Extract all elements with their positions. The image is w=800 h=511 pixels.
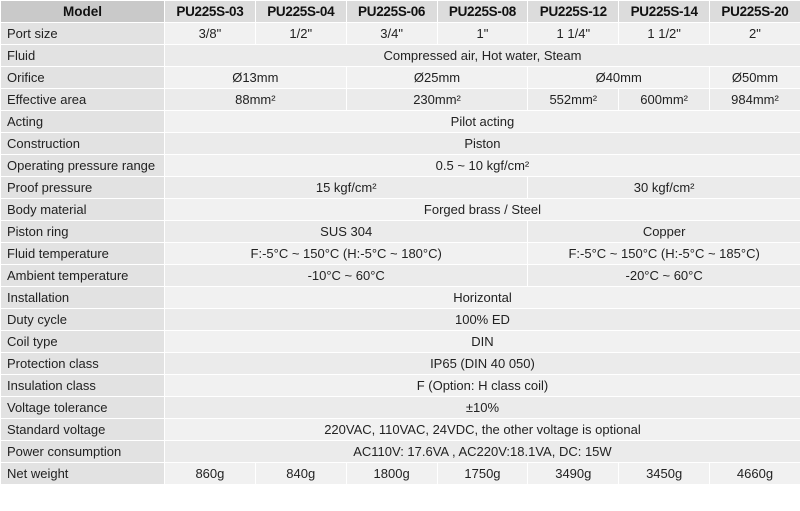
cell-value: 1 1/4" bbox=[528, 23, 619, 45]
cell-value: -20°C ~ 60°C bbox=[528, 265, 800, 287]
cell-value: 230mm² bbox=[346, 89, 528, 111]
row-label: Piston ring bbox=[1, 221, 165, 243]
cell-value: 984mm² bbox=[710, 89, 800, 111]
cell-value: ±10% bbox=[165, 397, 800, 419]
row-installation bbox=[1, 287, 800, 309]
row-acting bbox=[1, 111, 800, 133]
cell-value: 552mm² bbox=[528, 89, 619, 111]
model-header: PU225S-14 bbox=[619, 1, 710, 23]
row-coil-type bbox=[1, 331, 800, 353]
cell-value: 4660g bbox=[710, 463, 800, 485]
row-insulation-class bbox=[1, 375, 800, 397]
cell-value: Ø13mm bbox=[165, 67, 347, 89]
cell-value: SUS 304 bbox=[165, 221, 528, 243]
cell-value: 1750g bbox=[437, 463, 528, 485]
cell-value: 600mm² bbox=[619, 89, 710, 111]
row-label: Insulation class bbox=[1, 375, 165, 397]
cell-value: 30 kgf/cm² bbox=[528, 177, 800, 199]
row-orifice bbox=[1, 67, 800, 89]
row-construction bbox=[1, 133, 800, 155]
row-label: Power consumption bbox=[1, 441, 165, 463]
cell-value: 3490g bbox=[528, 463, 619, 485]
model-header: PU225S-03 bbox=[165, 1, 256, 23]
row-net-weight bbox=[1, 463, 800, 485]
row-port-size bbox=[1, 23, 800, 45]
cell-value: Compressed air, Hot water, Steam bbox=[165, 45, 800, 67]
row-voltage-tolerance bbox=[1, 397, 800, 419]
cell-value: 3450g bbox=[619, 463, 710, 485]
row-label: Construction bbox=[1, 133, 165, 155]
cell-value: Pilot acting bbox=[165, 111, 800, 133]
cell-value: 860g bbox=[165, 463, 256, 485]
row-label: Standard voltage bbox=[1, 419, 165, 441]
cell-value: 1" bbox=[437, 23, 528, 45]
cell-value: 1800g bbox=[346, 463, 437, 485]
cell-value: Piston bbox=[165, 133, 800, 155]
cell-value: 3/8" bbox=[165, 23, 256, 45]
model-header: PU225S-12 bbox=[528, 1, 619, 23]
cell-value: Ø50mm bbox=[710, 67, 800, 89]
row-label: Ambient temperature bbox=[1, 265, 165, 287]
cell-value: Ø40mm bbox=[528, 67, 710, 89]
row-standard-voltage bbox=[1, 419, 800, 441]
cell-value: Ø25mm bbox=[346, 67, 528, 89]
row-duty-cycle bbox=[1, 309, 800, 331]
header-label: Model bbox=[1, 1, 165, 23]
cell-value: 1 1/2" bbox=[619, 23, 710, 45]
row-piston-ring bbox=[1, 221, 800, 243]
model-header: PU225S-06 bbox=[346, 1, 437, 23]
row-label: Orifice bbox=[1, 67, 165, 89]
cell-value: 2" bbox=[710, 23, 800, 45]
row-label: Effective area bbox=[1, 89, 165, 111]
row-label: Installation bbox=[1, 287, 165, 309]
cell-value: 100% ED bbox=[165, 309, 800, 331]
cell-value: 220VAC, 110VAC, 24VDC, the other voltage is optional bbox=[165, 419, 800, 441]
row-label: Acting bbox=[1, 111, 165, 133]
row-label: Voltage tolerance bbox=[1, 397, 165, 419]
cell-value: Horizontal bbox=[165, 287, 800, 309]
model-header: PU225S-08 bbox=[437, 1, 528, 23]
row-operating-pressure bbox=[1, 155, 800, 177]
cell-value: Copper bbox=[528, 221, 800, 243]
cell-value: 3/4" bbox=[346, 23, 437, 45]
row-label: Port size bbox=[1, 23, 165, 45]
row-body-material bbox=[1, 199, 800, 221]
row-label: Proof pressure bbox=[1, 177, 165, 199]
cell-value: F:-5°C ~ 150°C (H:-5°C ~ 180°C) bbox=[165, 243, 528, 265]
row-label: Fluid bbox=[1, 45, 165, 67]
row-power-consumption bbox=[1, 441, 800, 463]
model-header: PU225S-20 bbox=[710, 1, 800, 23]
row-label: Protection class bbox=[1, 353, 165, 375]
row-label: Net weight bbox=[1, 463, 165, 485]
cell-value: 840g bbox=[255, 463, 346, 485]
cell-value: 1/2" bbox=[255, 23, 346, 45]
cell-value: 88mm² bbox=[165, 89, 347, 111]
cell-value: 0.5 ~ 10 kgf/cm² bbox=[165, 155, 800, 177]
cell-value: DIN bbox=[165, 331, 800, 353]
cell-value: Forged brass / Steel bbox=[165, 199, 800, 221]
model-header: PU225S-04 bbox=[255, 1, 346, 23]
row-effective-area bbox=[1, 89, 800, 111]
row-ambient-temperature bbox=[1, 265, 800, 287]
row-fluid bbox=[1, 45, 800, 67]
header-row bbox=[1, 1, 800, 23]
row-label: Fluid temperature bbox=[1, 243, 165, 265]
cell-value: F:-5°C ~ 150°C (H:-5°C ~ 185°C) bbox=[528, 243, 800, 265]
row-fluid-temperature bbox=[1, 243, 800, 265]
cell-value: IP65 (DIN 40 050) bbox=[165, 353, 800, 375]
cell-value: F (Option: H class coil) bbox=[165, 375, 800, 397]
cell-value: -10°C ~ 60°C bbox=[165, 265, 528, 287]
row-proof-pressure bbox=[1, 177, 800, 199]
row-label: Operating pressure range bbox=[1, 155, 165, 177]
row-protection-class bbox=[1, 353, 800, 375]
cell-value: AC110V: 17.6VA , AC220V:18.1VA, DC: 15W bbox=[165, 441, 800, 463]
row-label: Duty cycle bbox=[1, 309, 165, 331]
row-label: Coil type bbox=[1, 331, 165, 353]
row-label: Body material bbox=[1, 199, 165, 221]
cell-value: 15 kgf/cm² bbox=[165, 177, 528, 199]
